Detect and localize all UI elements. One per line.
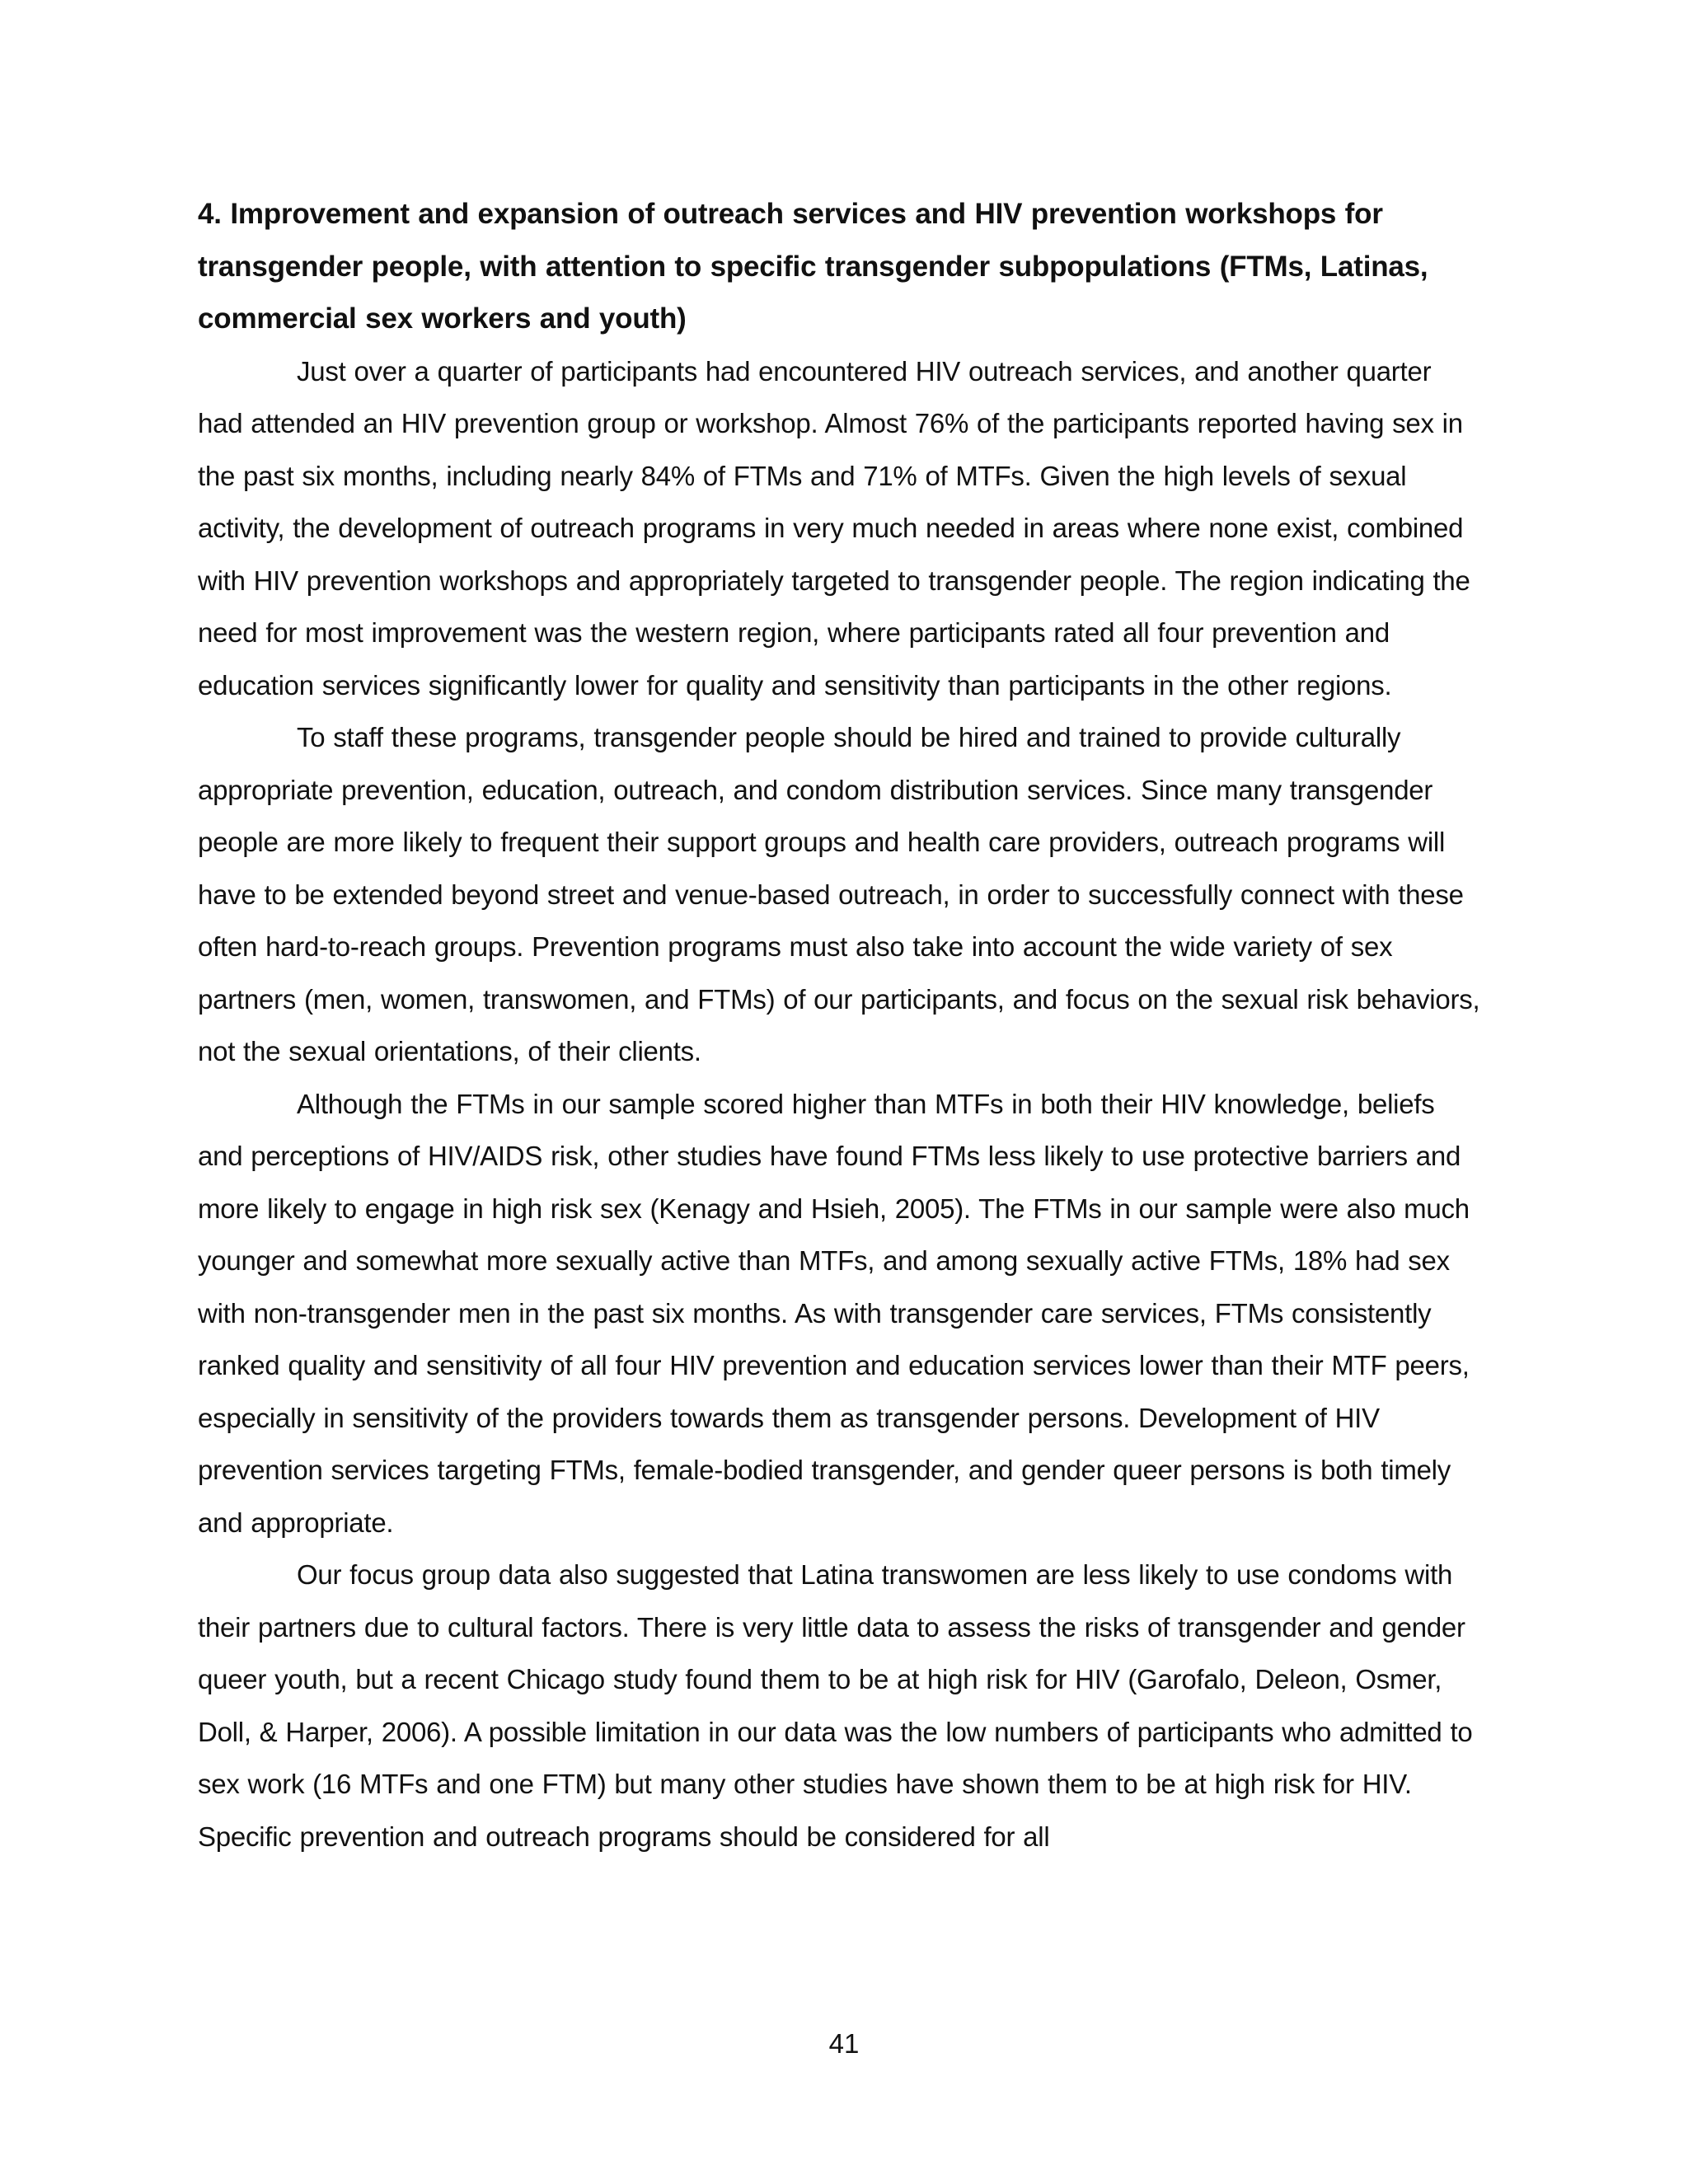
page-number: 41 [828,2028,860,2059]
paragraph-1: Just over a quarter of participants had encountered HIV outreach services, and another quarter had attended an HIV prevention group or workshop. Almost 76% of the participants reported having sex in the past six months, including nearly 84% of FTMs and 71% of MTFs. Given the high levels of sexual activity, the development of outreach programs in very much needed in areas where none exist, combined with HIV prevention workshops and appropriately targeted to transgender people. The region indicating the need for most improvement was the western region, where participants rated all four prevention and education services significantly lower for quality and sensitivity than participants in the other regions. [198,355,1470,701]
section-heading: 4. Improvement and expansion of outreach services and HIV prevention workshops for transgender people, with attention to specific transgender subpopulations (FTMs, Latinas, commercial sex workers and youth) [198,198,1428,335]
paragraph-2: To staff these programs, transgender people should be hired and trained to provide culturally appropriate prevention, education, outreach, and condom distribution services. Since many transgender people are more likely to frequent their support groups and health care providers, outreach programs will have to be extended beyond street and venue-based outreach, in order to successfully connect with these often hard-to-reach groups. Prevention programs must also take into account the wide variety of sex partners (men, women, transwomen, and FTMs) of our participants, and focus on the sexual risk behaviors, not the sexual orientations, of their clients. [198,722,1480,1066]
paragraph-3: Although the FTMs in our sample scored higher than MTFs in both their HIV knowledge, beliefs and perceptions of HIV/AIDS risk, other studies have found FTMs less likely to use protective barriers and more likely to engage in high risk sex (Kenagy and Hsieh, 2005). The FTMs in our sample were also much younger and somewhat more sexually active than MTFs, and among sexually active FTMs, 18% had sex with non-transgender men in the past six months. As with transgender care services, FTMs consistently ranked quality and sensitivity of all four HIV prevention and education services lower than their MTF peers, especially in sensitivity of the providers towards them as transgender persons. Development of HIV prevention services targeting FTMs, female-bodied transgender, and gender queer persons is both timely and appropriate. [198,1088,1470,1538]
page-body [198,188,1484,1863]
paragraph-4: Our focus group data also suggested that Latina transwomen are less likely to use condoms with their partners due to cultural factors. There is very little data to assess the risks of transgender and gender queer youth, but a recent Chicago study found them to be at high risk for HIV (Garofalo, Deleon, Osmer, Doll, & Harper, 2006). A possible limitation in our data was the low numbers of participants who admitted to sex work (16 MTFs and one FTM) but many other studies have shown them to be at high risk for HIV. Specific prevention and outreach programs should be considered for all [198,1559,1473,1852]
